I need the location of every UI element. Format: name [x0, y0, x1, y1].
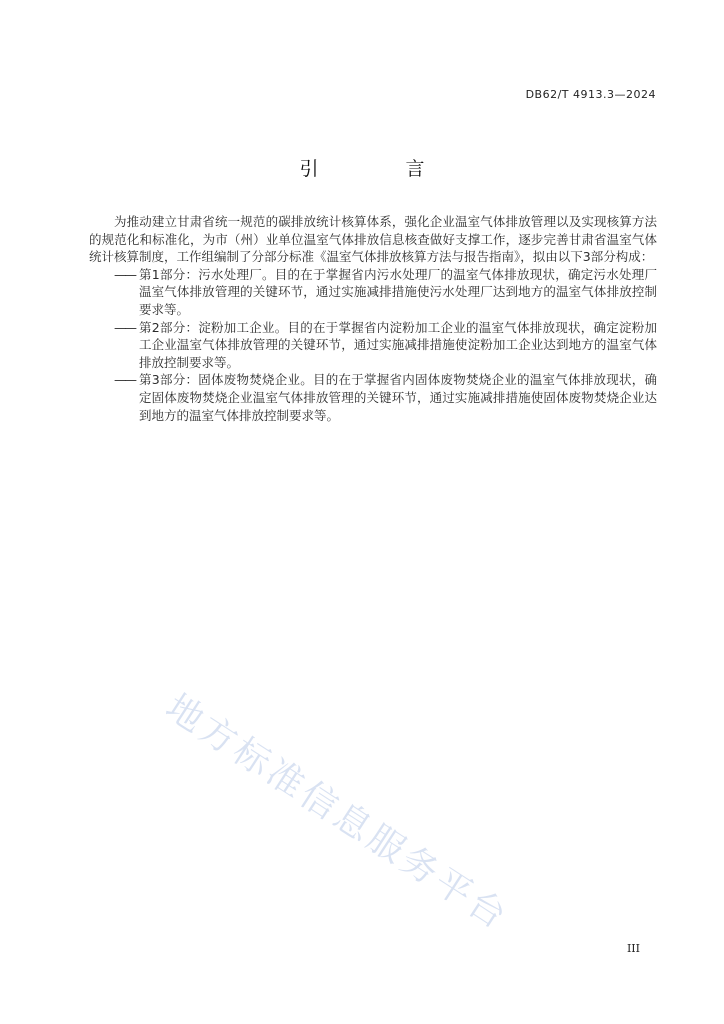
- part-3-text: 第3部分：固体废物焚烧企业。目的在于掌握省内固体废物焚烧企业的温室气体排放现状，确定固体废物焚烧企业温室气体排放管理的关键环节，通过实施减排措施使固体废物焚烧企业达到地方的温室气体排放控制要求等。: [139, 372, 657, 423]
- list-dash: ——: [114, 372, 135, 388]
- part-3-item: [89, 371, 657, 424]
- section-heading: 引 言: [299, 158, 459, 180]
- part-2-item: [89, 319, 657, 372]
- part-1-text: 第1部分：污水处理厂。目的在于掌握省内污水处理厂的温室气体排放现状，确定污水处理厂温室气体排放管理的关键环节，通过实施减排措施使污水处理厂达到地方的温室气体排放控制要求等。: [139, 266, 657, 317]
- intro-paragraph: 为推动建立甘肃省统一规范的碳排放统计核算体系，强化企业温室气体排放管理以及实现核算方法的规范化和标准化，为市（州）业单位温室气体排放信息核查做好支撑工作，逐步完善甘肃省温室气体统计核算制度，工作组编制了分部分标准《温室气体排放核算方法与报告指南》，拟由以下3部分构成：: [89, 214, 657, 265]
- part-2-text: 第2部分：淀粉加工企业。目的在于掌握省内淀粉加工企业的温室气体排放现状，确定淀粉加工企业温室气体排放管理的关键环节，通过实施减排措施使淀粉加工企业达到地方的温室气体排放控制要求等。: [139, 319, 657, 370]
- watermark: 地方标准信息服务平台: [158, 686, 517, 939]
- list-dash: ——: [114, 266, 135, 282]
- body-text: [89, 213, 657, 424]
- part-1-item: [89, 266, 657, 319]
- document-code: DB62/T 4913.3—2024: [525, 88, 656, 101]
- page-number: III: [626, 942, 640, 955]
- parts-list: [89, 266, 657, 424]
- list-dash: ——: [114, 319, 135, 335]
